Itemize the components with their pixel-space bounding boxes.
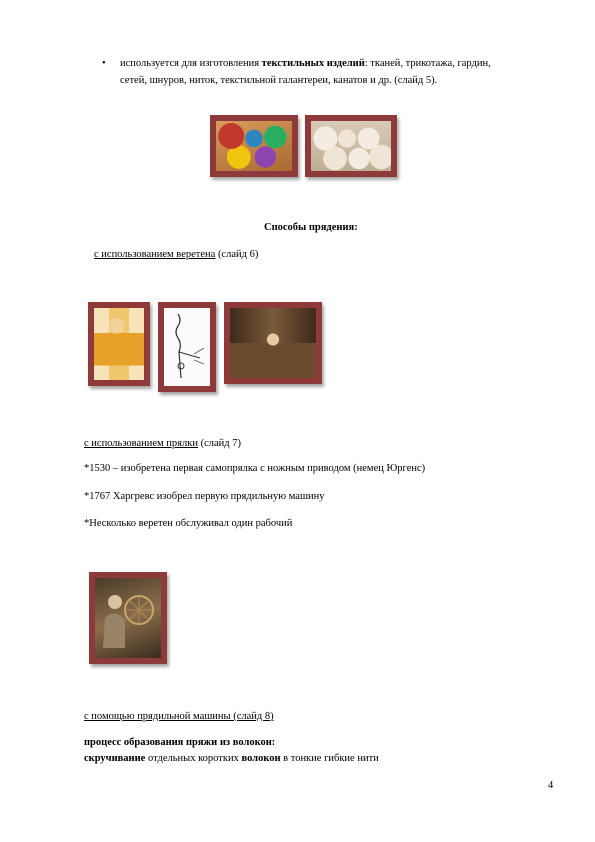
intro-text-suffix: : тканей, трикотажа, гардин, — [364, 58, 491, 69]
fact-1530: *1530 – изобретена первая самопрялка с ножным приводом (немец Юргенс) — [84, 463, 426, 474]
spinning-wheel-photo — [89, 572, 167, 664]
definition-tail: в тонкие гибкие нити — [280, 753, 379, 764]
method-wheel — [84, 437, 241, 451]
bullet-marker: • — [102, 58, 106, 69]
spinning-wheel-icon — [95, 578, 161, 658]
fact-1767: *1767 Харгревс изобрел первую прядильную машину — [84, 491, 325, 502]
method-spindle — [94, 248, 258, 262]
intro-line-1 — [120, 57, 491, 71]
yarn-photo — [210, 115, 298, 177]
spools-photo — [305, 115, 397, 177]
folk-art-illustration — [88, 302, 150, 386]
method-spindle-slide: (слайд 6) — [215, 249, 259, 260]
method-wheel-label: с использованием прялки — [84, 438, 198, 449]
definition-bold-fibers: волокон — [241, 753, 281, 764]
definition-heading: процесс образования пряжи из волокон: — [84, 737, 276, 748]
page-number: 4 — [548, 780, 554, 791]
method-spindle-label: с использованием веретена — [94, 249, 216, 260]
method-machine: с помощью прядильной машины (слайд 8) — [84, 711, 274, 722]
section-title: Способы прядения: — [264, 222, 358, 233]
method-wheel-slide: (слайд 7) — [197, 438, 241, 449]
definition-mid: отдельных коротких — [145, 753, 242, 764]
intro-bold: текстильных изделий — [261, 58, 365, 69]
spinning-scene-photo — [224, 302, 322, 384]
definition-text — [84, 752, 379, 766]
spindle-drawing-icon — [164, 308, 210, 386]
fact-spindles: *Несколько веретен обслуживал один рабочий — [84, 518, 293, 529]
intro-text: используется для изготовления — [120, 58, 262, 69]
intro-line-2: сетей, шнуров, ниток, текстильной галантереи, канатов и др. (слайд 5). — [120, 75, 438, 86]
spindle-sketch — [158, 302, 216, 392]
definition-bold-twisting: скручивание — [84, 753, 146, 764]
